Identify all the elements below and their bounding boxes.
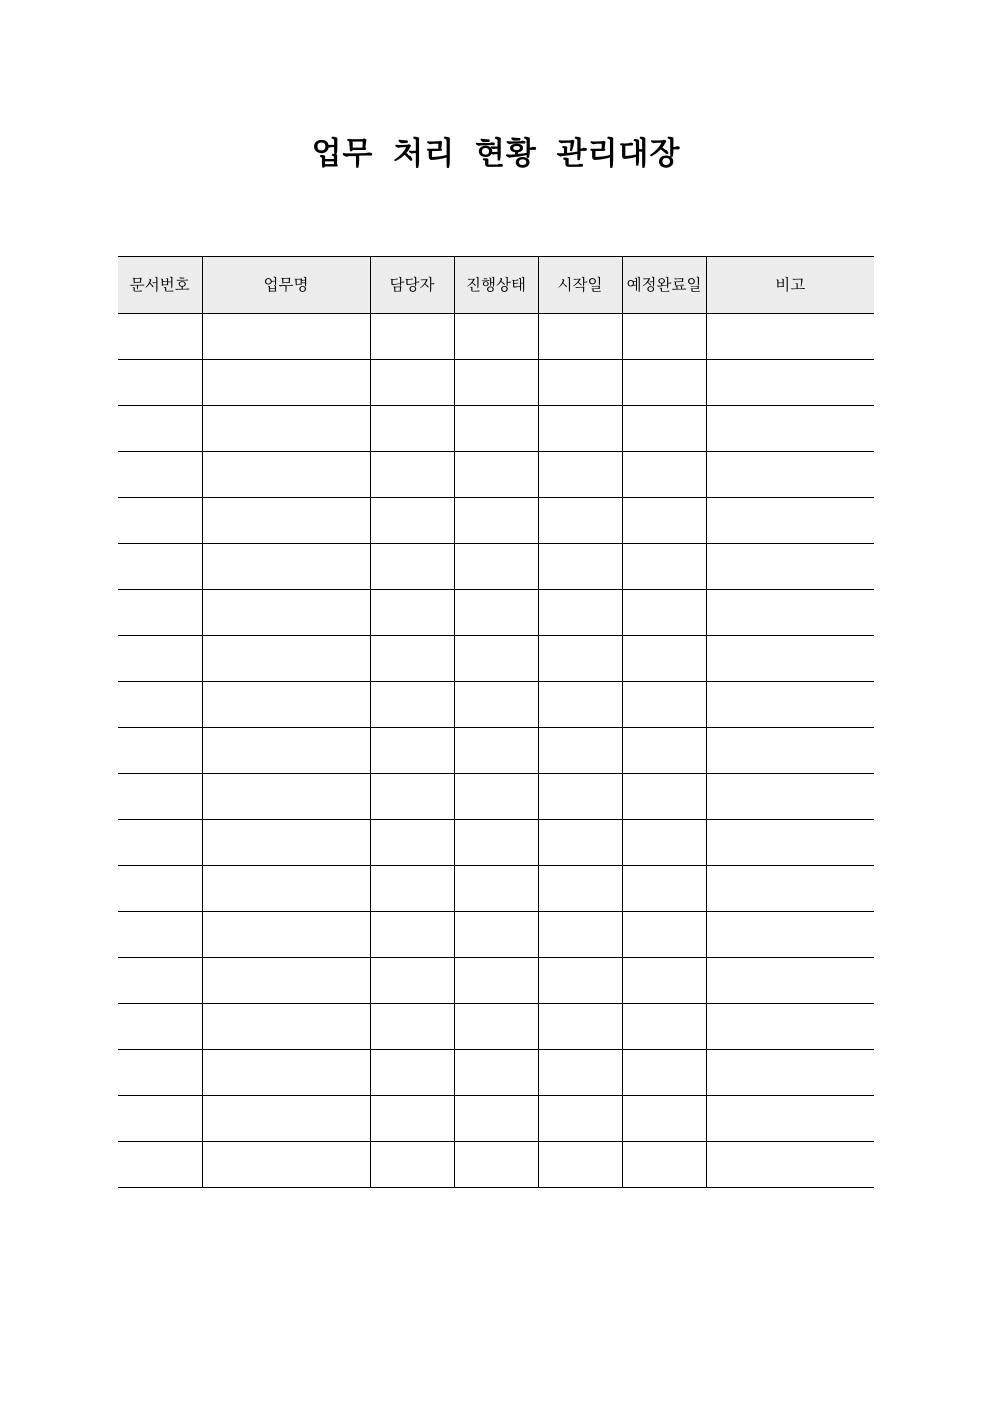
task-name-cell[interactable] <box>202 1050 370 1096</box>
document-number-cell[interactable] <box>118 544 202 590</box>
task-name-cell[interactable] <box>202 590 370 636</box>
document-number-cell[interactable] <box>118 1004 202 1050</box>
planned-completion-date-cell[interactable] <box>622 360 706 406</box>
remarks-cell[interactable] <box>706 498 874 544</box>
start-date-cell[interactable] <box>538 1096 622 1142</box>
header-progress-status: 진행상태 <box>454 257 538 314</box>
planned-completion-date-cell[interactable] <box>622 544 706 590</box>
start-date-cell[interactable] <box>538 866 622 912</box>
planned-completion-date-cell[interactable] <box>622 774 706 820</box>
remarks-cell[interactable] <box>706 1142 874 1188</box>
document-number-cell[interactable] <box>118 912 202 958</box>
planned-completion-date-cell[interactable] <box>622 1004 706 1050</box>
progress-status-cell[interactable] <box>454 1096 538 1142</box>
remarks-cell[interactable] <box>706 360 874 406</box>
remarks-cell[interactable] <box>706 682 874 728</box>
start-date-cell[interactable] <box>538 636 622 682</box>
planned-completion-date-cell[interactable] <box>622 682 706 728</box>
planned-completion-date-cell[interactable] <box>622 728 706 774</box>
start-date-cell[interactable] <box>538 728 622 774</box>
task-name-cell[interactable] <box>202 636 370 682</box>
table-row <box>118 1004 874 1050</box>
progress-status-cell[interactable] <box>454 314 538 360</box>
start-date-cell[interactable] <box>538 1142 622 1188</box>
assignee-cell[interactable] <box>370 728 454 774</box>
start-date-cell[interactable] <box>538 958 622 1004</box>
remarks-cell[interactable] <box>706 1004 874 1050</box>
table-row <box>118 544 874 590</box>
progress-status-cell[interactable] <box>454 866 538 912</box>
assignee-cell[interactable] <box>370 1142 454 1188</box>
start-date-cell[interactable] <box>538 774 622 820</box>
assignee-cell[interactable] <box>370 912 454 958</box>
planned-completion-date-cell[interactable] <box>622 1050 706 1096</box>
task-name-cell[interactable] <box>202 406 370 452</box>
progress-status-cell[interactable] <box>454 912 538 958</box>
planned-completion-date-cell[interactable] <box>622 590 706 636</box>
remarks-cell[interactable] <box>706 958 874 1004</box>
table-row <box>118 820 874 866</box>
remarks-cell[interactable] <box>706 452 874 498</box>
progress-status-cell[interactable] <box>454 498 538 544</box>
task-name-cell[interactable] <box>202 1142 370 1188</box>
header-start-date: 시작일 <box>538 257 622 314</box>
task-name-cell[interactable] <box>202 682 370 728</box>
document-number-cell[interactable] <box>118 360 202 406</box>
progress-status-cell[interactable] <box>454 452 538 498</box>
document-number-cell[interactable] <box>118 1050 202 1096</box>
table-row <box>118 1050 874 1096</box>
remarks-cell[interactable] <box>706 590 874 636</box>
table-row <box>118 360 874 406</box>
start-date-cell[interactable] <box>538 1004 622 1050</box>
planned-completion-date-cell[interactable] <box>622 1142 706 1188</box>
work-status-ledger-table <box>118 256 874 1188</box>
task-name-cell[interactable] <box>202 820 370 866</box>
planned-completion-date-cell[interactable] <box>622 636 706 682</box>
remarks-cell[interactable] <box>706 912 874 958</box>
task-name-cell[interactable] <box>202 912 370 958</box>
assignee-cell[interactable] <box>370 774 454 820</box>
remarks-cell[interactable] <box>706 314 874 360</box>
assignee-cell[interactable] <box>370 498 454 544</box>
document-number-cell[interactable] <box>118 406 202 452</box>
progress-status-cell[interactable] <box>454 728 538 774</box>
task-name-cell[interactable] <box>202 498 370 544</box>
assignee-cell[interactable] <box>370 1050 454 1096</box>
document-number-cell[interactable] <box>118 774 202 820</box>
document-number-cell[interactable] <box>118 728 202 774</box>
ledger-body <box>118 314 874 1188</box>
assignee-cell[interactable] <box>370 360 454 406</box>
table-row <box>118 314 874 360</box>
table-row <box>118 912 874 958</box>
assignee-cell[interactable] <box>370 1096 454 1142</box>
header-remarks: 비고 <box>706 257 874 314</box>
document-number-cell[interactable] <box>118 314 202 360</box>
start-date-cell[interactable] <box>538 406 622 452</box>
remarks-cell[interactable] <box>706 774 874 820</box>
document-number-cell[interactable] <box>118 636 202 682</box>
table-row <box>118 866 874 912</box>
progress-status-cell[interactable] <box>454 774 538 820</box>
assignee-cell[interactable] <box>370 820 454 866</box>
progress-status-cell[interactable] <box>454 682 538 728</box>
planned-completion-date-cell[interactable] <box>622 866 706 912</box>
assignee-cell[interactable] <box>370 406 454 452</box>
start-date-cell[interactable] <box>538 314 622 360</box>
planned-completion-date-cell[interactable] <box>622 314 706 360</box>
page-title: 업무 처리 현황 관리대장 <box>311 136 681 172</box>
progress-status-cell[interactable] <box>454 820 538 866</box>
header-task-name: 업무명 <box>202 257 370 314</box>
header-assignee: 담당자 <box>370 257 454 314</box>
start-date-cell[interactable] <box>538 544 622 590</box>
table-row <box>118 774 874 820</box>
task-name-cell[interactable] <box>202 452 370 498</box>
document-number-cell[interactable] <box>118 866 202 912</box>
header-row <box>118 257 874 314</box>
start-date-cell[interactable] <box>538 452 622 498</box>
document-number-cell[interactable] <box>118 958 202 1004</box>
table-row <box>118 452 874 498</box>
assignee-cell[interactable] <box>370 866 454 912</box>
progress-status-cell[interactable] <box>454 1142 538 1188</box>
assignee-cell[interactable] <box>370 544 454 590</box>
remarks-cell[interactable] <box>706 1050 874 1096</box>
task-name-cell[interactable] <box>202 314 370 360</box>
progress-status-cell[interactable] <box>454 406 538 452</box>
start-date-cell[interactable] <box>538 498 622 544</box>
start-date-cell[interactable] <box>538 590 622 636</box>
assignee-cell[interactable] <box>370 958 454 1004</box>
remarks-cell[interactable] <box>706 820 874 866</box>
remarks-cell[interactable] <box>706 1096 874 1142</box>
table-row <box>118 1096 874 1142</box>
remarks-cell[interactable] <box>706 866 874 912</box>
planned-completion-date-cell[interactable] <box>622 452 706 498</box>
progress-status-cell[interactable] <box>454 958 538 1004</box>
table-row <box>118 590 874 636</box>
assignee-cell[interactable] <box>370 590 454 636</box>
progress-status-cell[interactable] <box>454 1004 538 1050</box>
remarks-cell[interactable] <box>706 406 874 452</box>
remarks-cell[interactable] <box>706 544 874 590</box>
planned-completion-date-cell[interactable] <box>622 958 706 1004</box>
header-planned-completion-date: 예정완료일 <box>622 257 706 314</box>
start-date-cell[interactable] <box>538 912 622 958</box>
assignee-cell[interactable] <box>370 314 454 360</box>
table-row <box>118 406 874 452</box>
assignee-cell[interactable] <box>370 636 454 682</box>
document-number-cell[interactable] <box>118 452 202 498</box>
progress-status-cell[interactable] <box>454 544 538 590</box>
planned-completion-date-cell[interactable] <box>622 820 706 866</box>
document-number-cell[interactable] <box>118 590 202 636</box>
task-name-cell[interactable] <box>202 774 370 820</box>
start-date-cell[interactable] <box>538 1050 622 1096</box>
start-date-cell[interactable] <box>538 682 622 728</box>
task-name-cell[interactable] <box>202 958 370 1004</box>
document-number-cell[interactable] <box>118 682 202 728</box>
assignee-cell[interactable] <box>370 682 454 728</box>
progress-status-cell[interactable] <box>454 590 538 636</box>
planned-completion-date-cell[interactable] <box>622 1096 706 1142</box>
progress-status-cell[interactable] <box>454 360 538 406</box>
document-number-cell[interactable] <box>118 1142 202 1188</box>
task-name-cell[interactable] <box>202 1096 370 1142</box>
document-number-cell[interactable] <box>118 498 202 544</box>
task-name-cell[interactable] <box>202 728 370 774</box>
document-number-cell[interactable] <box>118 1096 202 1142</box>
table-row <box>118 1142 874 1188</box>
table-row <box>118 682 874 728</box>
start-date-cell[interactable] <box>538 820 622 866</box>
header-document-number: 문서번호 <box>118 257 202 314</box>
remarks-cell[interactable] <box>706 636 874 682</box>
task-name-cell[interactable] <box>202 544 370 590</box>
task-name-cell[interactable] <box>202 1004 370 1050</box>
progress-status-cell[interactable] <box>454 1050 538 1096</box>
table-row <box>118 728 874 774</box>
assignee-cell[interactable] <box>370 1004 454 1050</box>
planned-completion-date-cell[interactable] <box>622 912 706 958</box>
progress-status-cell[interactable] <box>454 636 538 682</box>
table-row <box>118 498 874 544</box>
table-row <box>118 636 874 682</box>
start-date-cell[interactable] <box>538 360 622 406</box>
planned-completion-date-cell[interactable] <box>622 406 706 452</box>
document-number-cell[interactable] <box>118 820 202 866</box>
table-row <box>118 958 874 1004</box>
planned-completion-date-cell[interactable] <box>622 498 706 544</box>
assignee-cell[interactable] <box>370 452 454 498</box>
task-name-cell[interactable] <box>202 866 370 912</box>
remarks-cell[interactable] <box>706 728 874 774</box>
task-name-cell[interactable] <box>202 360 370 406</box>
